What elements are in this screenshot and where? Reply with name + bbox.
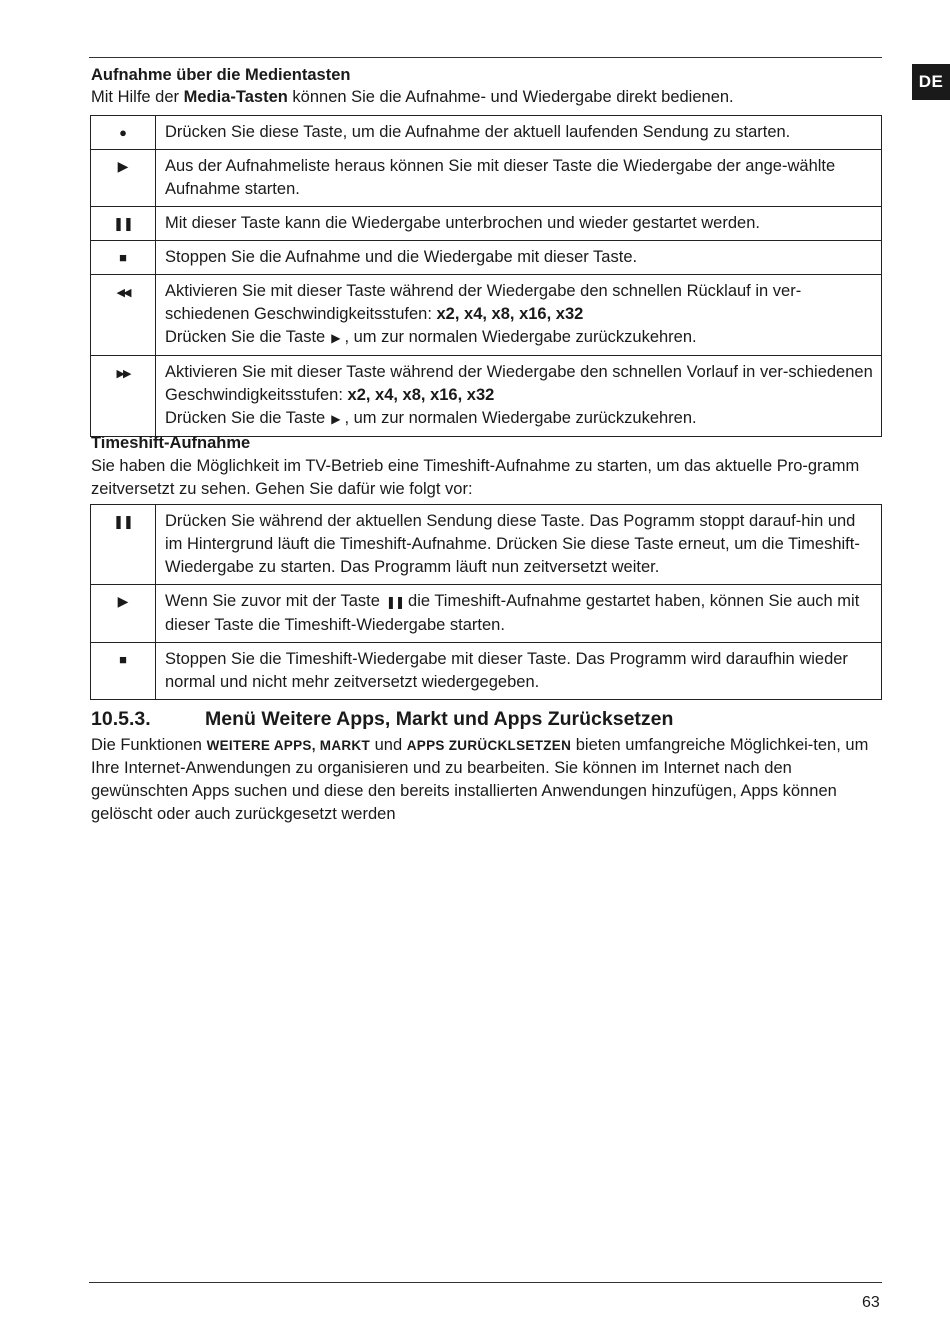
- table-row: [91, 207, 882, 241]
- page-number: 63: [862, 1294, 880, 1311]
- return-text: Drücken Sie die Taste: [165, 328, 326, 346]
- language-tab: DE: [912, 64, 950, 100]
- keyword-apps-markt: WEITERE APPS, MARKT: [206, 738, 371, 753]
- pause-icon: ❚❚: [385, 595, 405, 609]
- forward-text: Aktivieren Sie mit dieser Taste während der Wiedergabe den schnellen Vorlauf in ver-schiedenen Geschwindigkeitsstufen:: [165, 363, 873, 404]
- record-icon: ●: [119, 125, 127, 140]
- table-row: [91, 241, 882, 275]
- p-before: Die Funktionen: [91, 736, 207, 754]
- table-row: [91, 585, 882, 643]
- intro-before: Mit Hilfe der: [91, 88, 184, 106]
- table-row: [91, 505, 882, 585]
- return-text-end: , um zur normalen Wiedergabe zurückzukehren.: [344, 328, 697, 346]
- section-number: 10.5.3.: [91, 708, 151, 730]
- recording-intro: [91, 64, 882, 109]
- play-text: Wenn Sie zuvor mit der Taste: [165, 592, 380, 610]
- row-text: [156, 585, 882, 643]
- play-icon: ▶: [331, 331, 341, 345]
- return-text: Drücken Sie die Taste: [165, 409, 326, 427]
- play-icon: ▶: [331, 412, 341, 426]
- table-row: [91, 643, 882, 700]
- table-row: [91, 356, 882, 437]
- timeshift-heading: Timeshift-Aufnahme: [91, 434, 251, 452]
- recording-intro-text: [91, 86, 882, 109]
- intro-after: können Sie die Aufnahme- und Wiedergabe direkt bedienen.: [287, 88, 734, 106]
- media-keys-table: [90, 115, 882, 437]
- table-row: [91, 275, 882, 356]
- row-text: Aus der Aufnahmeliste heraus können Sie mit dieser Taste die Wiedergabe der ange-wählte Aufnahme starten.: [156, 150, 882, 207]
- section-title: Menü Weitere Apps, Markt und Apps Zurücksetzen: [205, 708, 674, 730]
- row-text: Drücken Sie während der aktuellen Sendung diese Taste. Das Pogramm stoppt darauf-hin und im Hintergrund läuft die Timeshift-Aufnahme. Drücken Sie diese Taste erneut, um die Timeshift-Wiedergabe zu starten. Das Programm läuft nun zeitversetzt weiter.: [156, 505, 882, 585]
- return-text-end: , um zur normalen Wiedergabe zurückzukehren.: [344, 409, 697, 427]
- rewind-text: Aktivieren Sie mit dieser Taste während der Wiedergabe den schnellen Rücklauf in ver-schiedenen Geschwindigkeitsstufen:: [165, 282, 802, 323]
- rewind-icon: ◀◀: [116, 287, 130, 299]
- row-text: [156, 275, 882, 356]
- play-icon: ▶: [117, 158, 129, 174]
- row-text: Mit dieser Taste kann die Wiedergabe unterbrochen und wieder gestartet werden.: [156, 207, 882, 241]
- pause-icon: ❚❚: [113, 216, 133, 231]
- play-text-end: die Timeshift-Aufnahme gestartet haben, können Sie auch mit dieser Taste die Timeshift-Wiedergabe starten.: [165, 592, 860, 634]
- table-row: [91, 116, 882, 150]
- timeshift-intro-text: Sie haben die Möglichkeit im TV-Betrieb eine Timeshift-Aufnahme zu starten, um das aktuelle Pro-gramm zeitversetzt zu sehen. Gehen Sie dafür wie folgt vor:: [91, 457, 860, 498]
- row-text: Stoppen Sie die Timeshift-Wiedergabe mit dieser Taste. Das Programm wird daraufhin wieder normal und nicht mehr zeitversetzt wiedergegeben.: [156, 643, 882, 700]
- row-text: [156, 356, 882, 437]
- table-row: [91, 150, 882, 207]
- section-body: [91, 734, 882, 826]
- p-after: bieten umfangreiche Möglichkei-ten, um Ihre Internet-Anwendungen zu organisieren und zu bearbeiten. Sie können im Internet nach den gewünschten Apps suchen und diese den bereits installierten Anwendungen hinzufügen, Apps können gelöscht oder auch zurückgesetzt werden: [91, 736, 869, 823]
- speed-steps: x2, x4, x8, x16, x32: [347, 386, 495, 404]
- fast-forward-icon: ▶▶: [116, 368, 130, 380]
- speed-steps: x2, x4, x8, x16, x32: [436, 305, 584, 323]
- recording-heading: Aufnahme über die Medientasten: [91, 66, 351, 84]
- header-rule: [89, 57, 882, 58]
- row-text: Stoppen Sie die Aufnahme und die Wiedergabe mit dieser Taste.: [156, 241, 882, 275]
- stop-icon: ■: [119, 250, 127, 265]
- timeshift-keys-table: [90, 504, 882, 700]
- stop-icon: ■: [119, 652, 127, 667]
- row-text: Drücken Sie diese Taste, um die Aufnahme der aktuell laufenden Sendung zu starten.: [156, 116, 882, 150]
- p-mid: und: [370, 736, 407, 754]
- play-icon: ▶: [117, 593, 129, 609]
- pause-icon: ❚❚: [113, 514, 133, 529]
- section-heading: [91, 706, 673, 732]
- media-keys-label: Media-Tasten: [183, 88, 288, 106]
- section-paragraph: [91, 734, 882, 826]
- keyword-apps-reset: APPS ZURÜCKLSETZEN: [406, 738, 572, 753]
- timeshift-intro: [91, 432, 882, 501]
- footer-rule: [89, 1282, 882, 1283]
